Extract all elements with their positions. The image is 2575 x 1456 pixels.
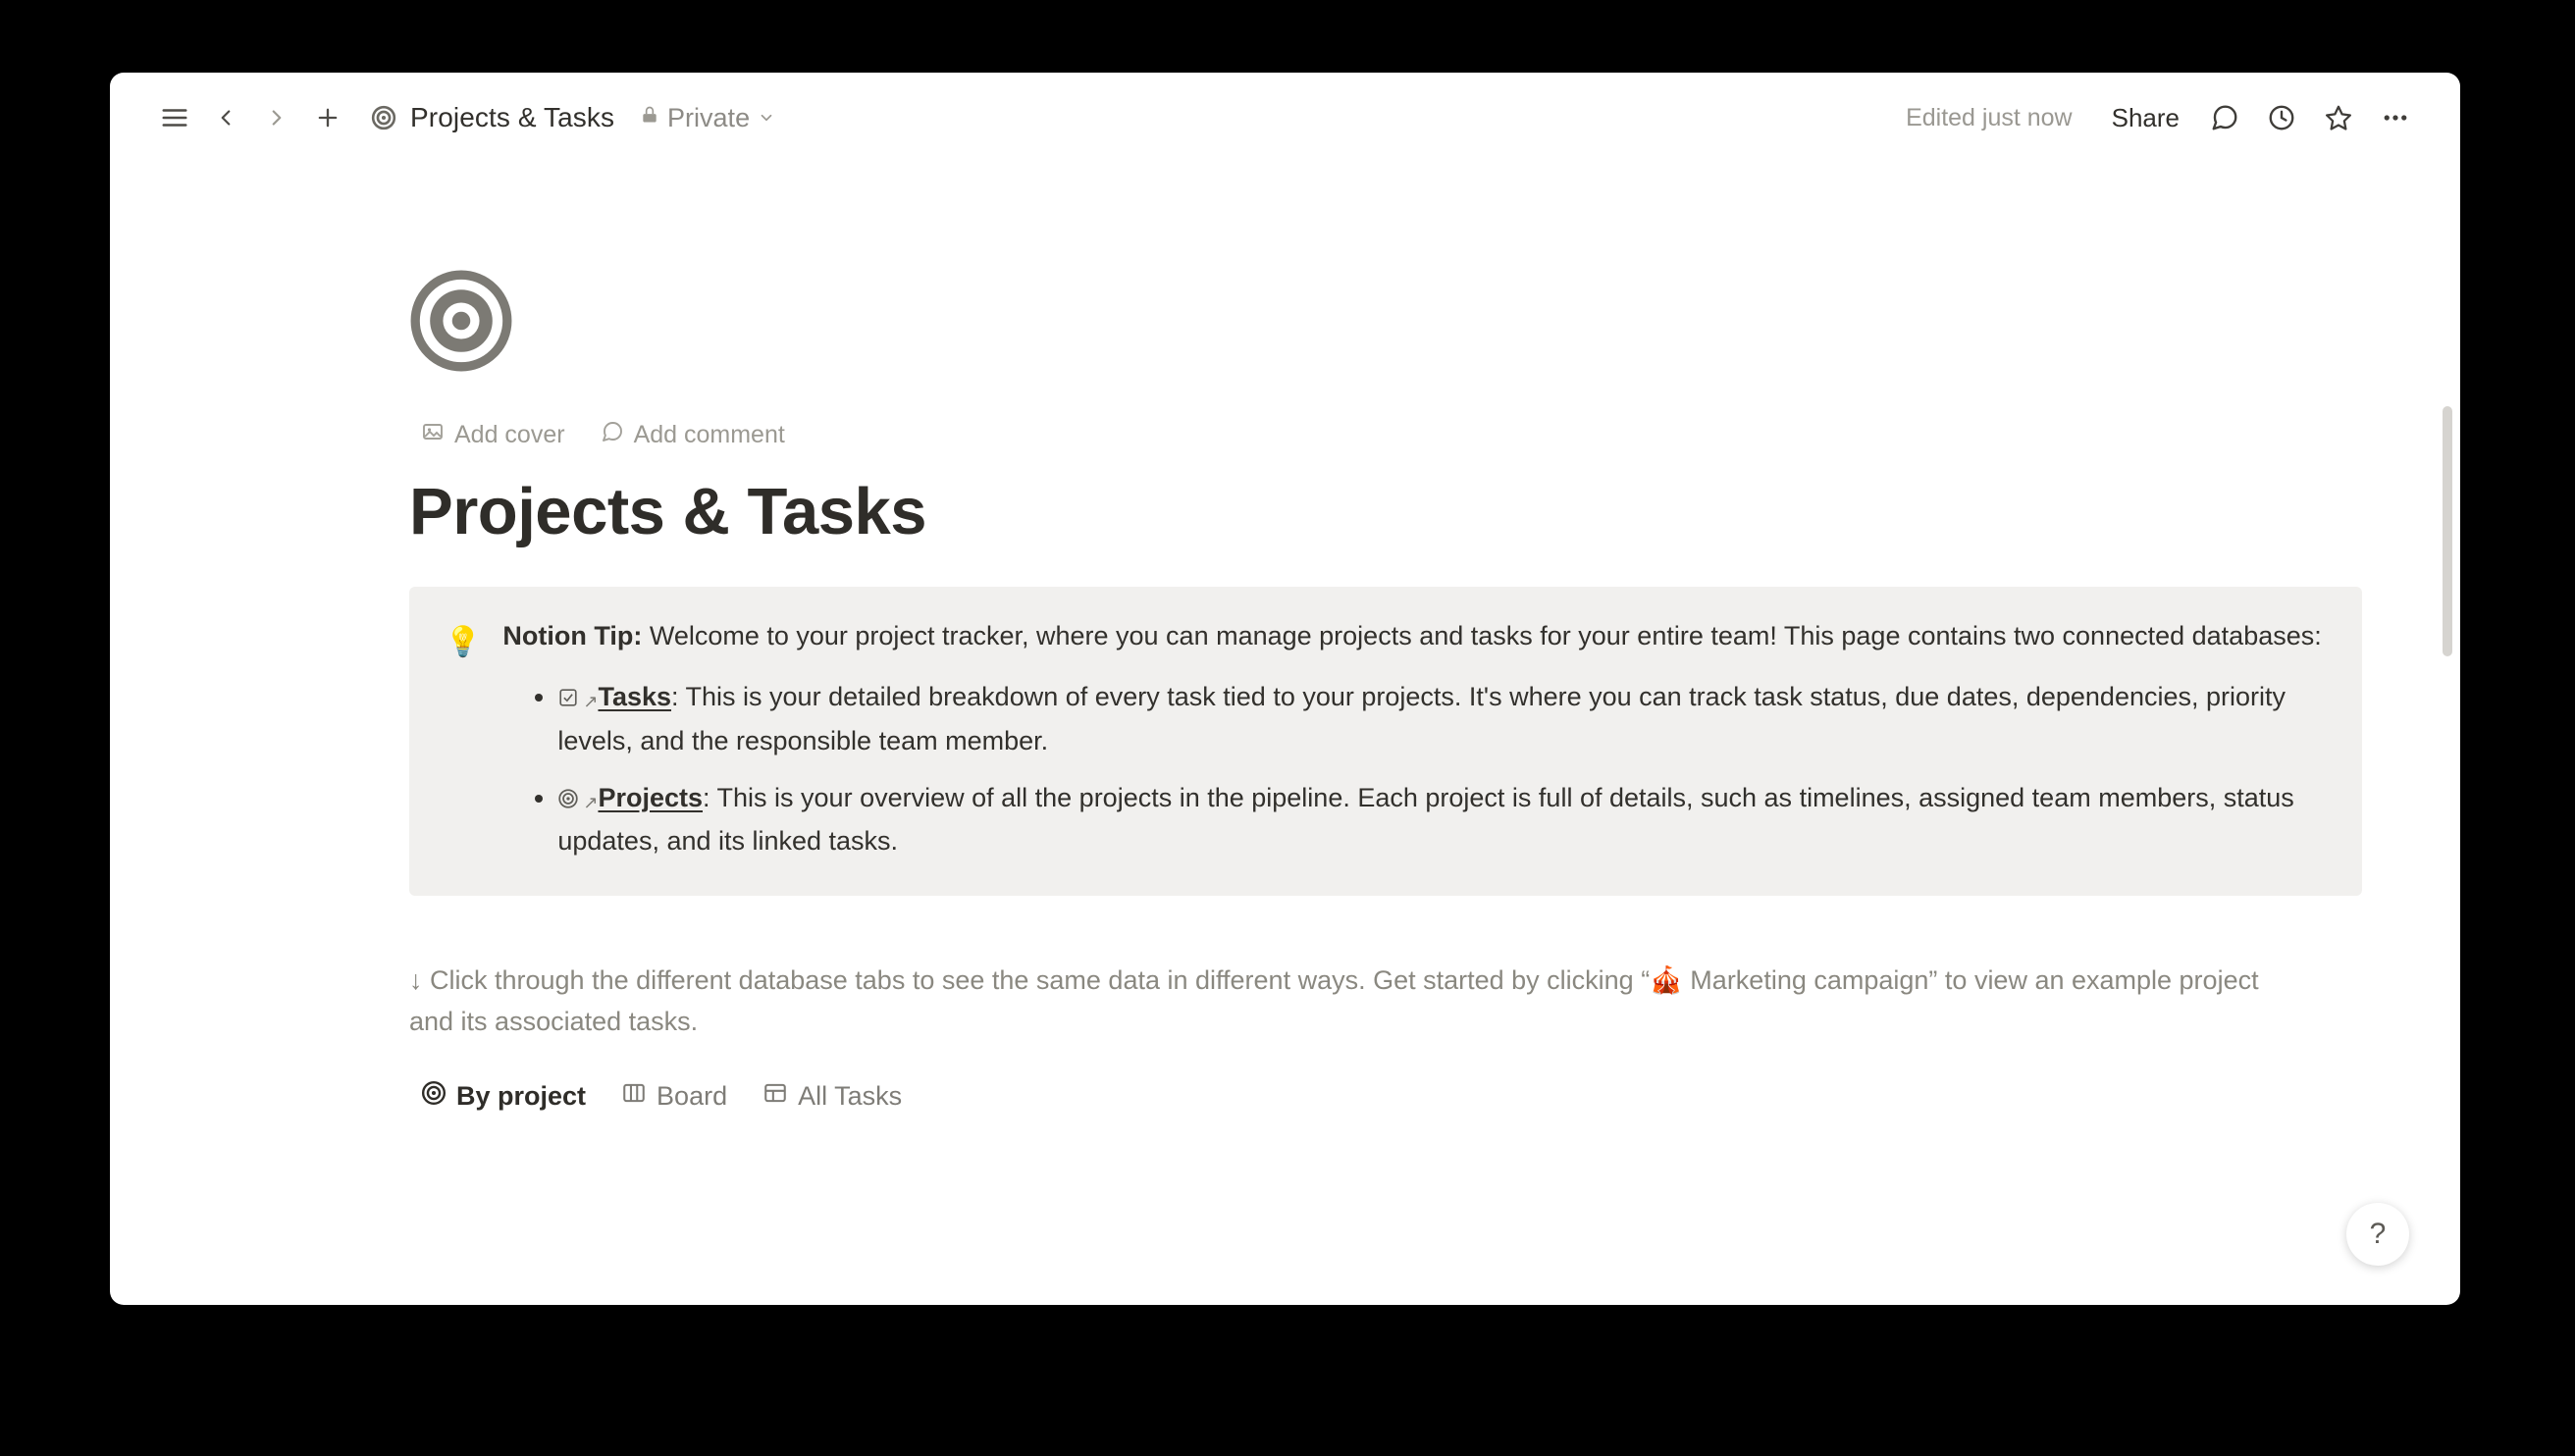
- target-icon: [421, 1080, 447, 1113]
- tab-label: All Tasks: [798, 1080, 903, 1111]
- callout-block: [409, 587, 2362, 896]
- page-title[interactable]: Projects & Tasks: [409, 475, 927, 548]
- tasks-description: : This is your detailed breakdown of every task tied to your projects. It's where you can track task status, due dates, dependencies, priority levels, and the responsible team member.: [557, 681, 2286, 755]
- callout-lead-rest: Welcome to your project tracker, where you can manage projects and tasks for your entire team! This page contains two connected databases:: [642, 621, 2322, 650]
- tab-all-tasks[interactable]: [762, 1080, 902, 1118]
- page-body: [110, 163, 2460, 1305]
- edited-status: Edited just now: [1906, 103, 2073, 131]
- scrollbar-track[interactable]: [2446, 261, 2456, 1305]
- tab-board[interactable]: [621, 1080, 727, 1118]
- projects-description: : This is your overview of all the projects in the pipeline. Each project is full of details, such as timelines, assigned team members, status updates, and its linked tasks.: [557, 782, 2294, 857]
- image-icon: [421, 420, 445, 450]
- top-bar: [110, 73, 2460, 163]
- comment-icon: [601, 420, 624, 450]
- ellipsis-icon[interactable]: [2370, 92, 2421, 143]
- list-item: [557, 677, 2325, 762]
- projects-link[interactable]: Projects: [598, 782, 704, 812]
- callout-lead-row: [445, 616, 2325, 862]
- add-cover-button[interactable]: [421, 420, 565, 450]
- plus-icon[interactable]: [302, 92, 353, 143]
- scrollbar-thumb[interactable]: [2443, 406, 2452, 656]
- chevron-right-icon[interactable]: [251, 92, 302, 143]
- callout-lead-text: [502, 616, 2325, 862]
- breadcrumb-title: Projects & Tasks: [410, 102, 615, 132]
- clock-icon[interactable]: [2256, 92, 2307, 143]
- tab-label: Board: [657, 1080, 728, 1111]
- privacy-selector[interactable]: [640, 103, 775, 133]
- lightbulb-icon: 💡: [445, 626, 482, 658]
- tasks-link[interactable]: Tasks: [598, 681, 672, 711]
- lock-icon: [640, 103, 659, 133]
- page-icon[interactable]: [409, 269, 513, 373]
- add-comment-button[interactable]: [601, 420, 785, 450]
- hamburger-icon[interactable]: [149, 92, 200, 143]
- board-icon: [621, 1080, 647, 1113]
- breadcrumb[interactable]: [369, 102, 614, 133]
- privacy-label: Private: [667, 102, 751, 132]
- page-actions: [421, 420, 2284, 450]
- callout-bullet-list: [502, 677, 2325, 862]
- comment-icon[interactable]: [2199, 92, 2250, 143]
- tab-label: By project: [456, 1080, 587, 1111]
- top-bar-right: [1906, 92, 2421, 143]
- callout-lead-bold: Notion Tip:: [502, 621, 643, 650]
- checkbox-icon: [557, 680, 579, 721]
- database-tabs: [421, 1080, 2284, 1118]
- tab-by-project[interactable]: [421, 1080, 586, 1118]
- add-cover-label: Add cover: [454, 421, 565, 448]
- help-button[interactable]: ?: [2346, 1203, 2409, 1266]
- external-arrow-icon: ↗: [583, 691, 599, 711]
- star-icon[interactable]: [2313, 92, 2364, 143]
- top-bar-left: [149, 92, 775, 143]
- chevron-down-icon: [758, 103, 775, 133]
- instruction-text: ↓ Click through the different database tabs to see the same data in different ways. Get started by clicking “🎪 Marketing campaign” to view an example project and its associated tasks.: [409, 965, 2259, 1037]
- target-icon: [557, 781, 579, 822]
- notion-window: [110, 73, 2460, 1305]
- target-icon: [369, 103, 398, 132]
- list-item: [557, 778, 2325, 863]
- share-button[interactable]: Share: [2111, 102, 2180, 132]
- page-content: [110, 269, 2460, 1118]
- table-icon: [762, 1080, 788, 1113]
- external-arrow-icon: ↗: [583, 792, 599, 812]
- add-comment-label: Add comment: [633, 421, 785, 448]
- chevron-left-icon[interactable]: [200, 92, 251, 143]
